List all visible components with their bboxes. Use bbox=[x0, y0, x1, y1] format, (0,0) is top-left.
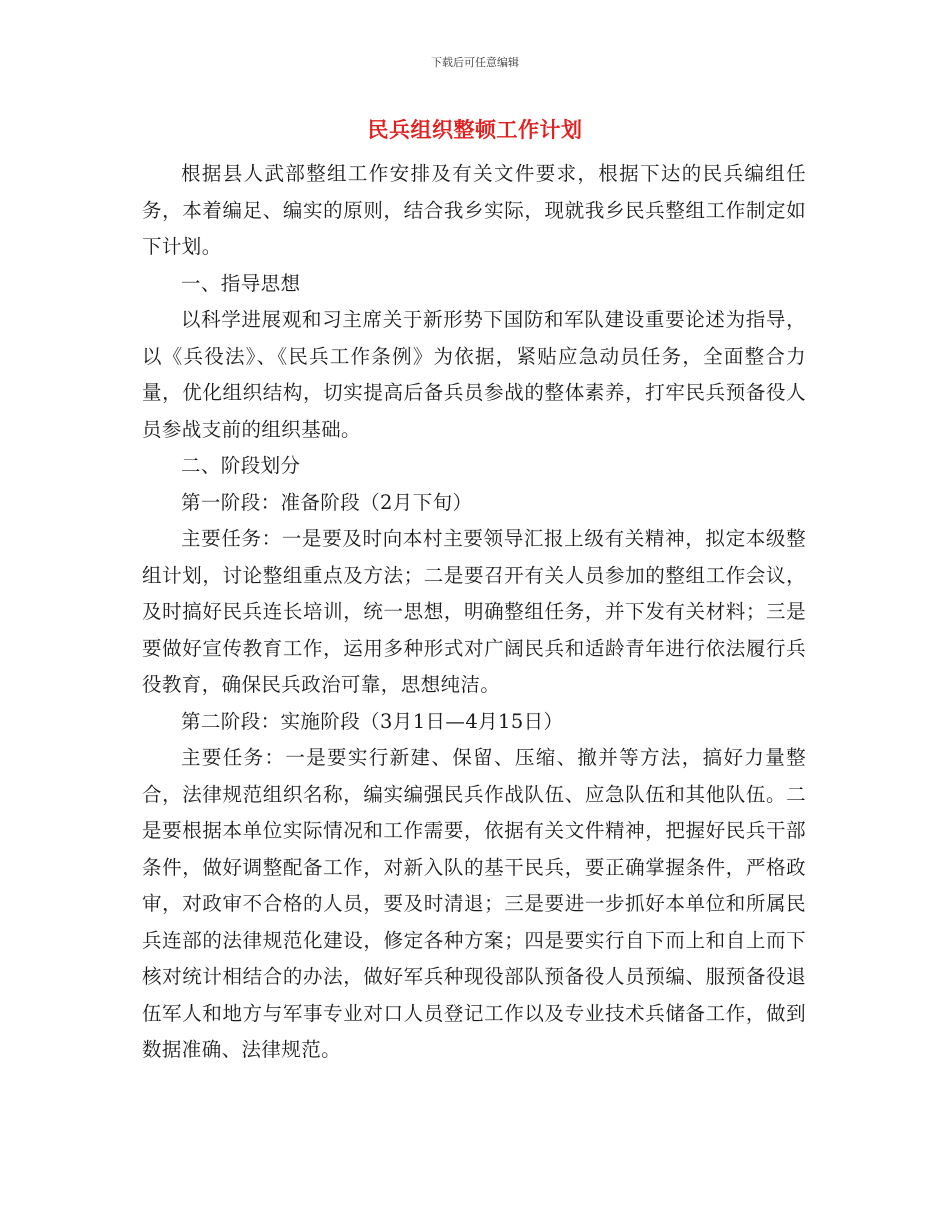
document-title: 民兵组织整顿工作计划 bbox=[367, 117, 583, 142]
header-note: 下载后可任意编辑 bbox=[431, 56, 519, 69]
intro-paragraph: 根据县人武部整组工作安排及有关文件要求，根据下达的民兵编组任务，本着编足、编实的原则，结合我乡实际，现就我乡民兵整组工作制定如下计划。 bbox=[142, 162, 806, 258]
section-heading-guiding-thought: 一、指导思想 bbox=[181, 271, 301, 295]
phase-one-heading: 第一阶段：准备阶段（2月下旬） bbox=[181, 490, 473, 514]
guiding-thought-paragraph: 以科学进展观和习主席关于新形势下国防和军队建设重要论述为指导，以《兵役法》、《民兵工作条例》为依据，紧贴应急动员任务，全面整合力量，优化组织结构，切实提高后备兵员参战的整体素养，打牢民兵预备役人员参战支前的组织基础。 bbox=[142, 308, 806, 441]
phase-one-tasks-paragraph: 主要任务：一是要及时向本村主要领导汇报上级有关精神，拟定本级整组计划，讨论整组重点及方法；二是要召开有关人员参加的整组工作会议，及时搞好民兵连长培训，统一思想，明确整组任务，并下发有关材料；三是要做好宣传教育工作，运用多种形式对广阔民兵和适龄青年进行依法履行兵役教育，确保民兵政治可靠，思想纯洁。 bbox=[142, 527, 806, 696]
phase-two-tasks-paragraph: 主要任务：一是要实行新建、保留、压缩、撤并等方法，搞好力量整合，法律规范组织名称，编实编强民兵作战队伍、应急队伍和其他队伍。二是要根据本单位实际情况和工作需要，依据有关文件精神，把握好民兵干部条件，做好调整配备工作，对新入队的基干民兵，要正确掌握条件，严格政审，对政审不合格的人员，要及时清退；三是要进一步抓好本单位和所属民兵连部的法律规范化建设，修定各种方案；四是要实行自下而上和自上而下核对统计相结合的办法，做好军兵种现役部队预备役人员预编、服预备役退伍军人和地方与军事专业对口人员登记工作以及专业技术兵储备工作，做到数据准确、法律规范。 bbox=[142, 746, 806, 1061]
phase-two-heading: 第二阶段：实施阶段（3月1日—4月15日） bbox=[181, 709, 564, 733]
document-body bbox=[142, 156, 806, 1069]
section-heading-phases: 二、阶段划分 bbox=[181, 454, 301, 477]
